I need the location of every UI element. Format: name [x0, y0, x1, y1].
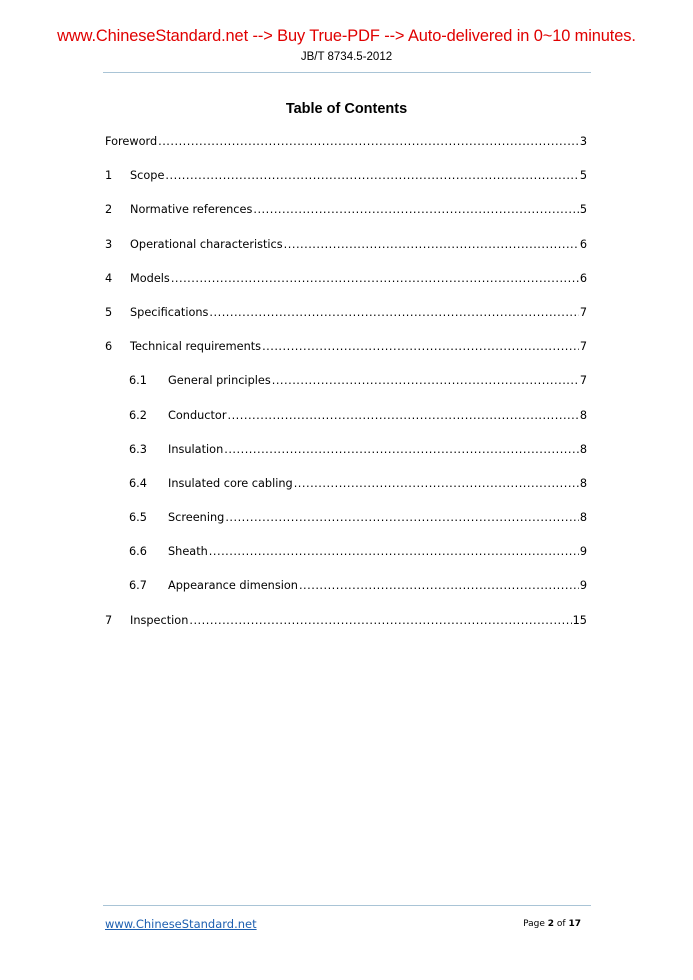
toc-entry-insulation[interactable]: [105, 443, 587, 477]
dot-leader: [158, 135, 579, 148]
toc-entry-page: 8: [579, 442, 587, 456]
toc-entry-number: 3: [105, 237, 113, 251]
toc-entry-number: 5: [105, 305, 113, 319]
toc-entry-general-principles[interactable]: [105, 374, 587, 408]
toc-entry-inspection[interactable]: [105, 614, 587, 648]
dot-leader: [224, 443, 579, 456]
toc-entry-normative-references[interactable]: [105, 203, 587, 237]
toc-title: Table of Contents: [285, 101, 408, 117]
toc-entry-title: Normative references: [130, 203, 253, 217]
toc-entry-title: Screening: [168, 511, 225, 525]
page-total: 17: [568, 919, 581, 929]
toc-entry-page: 15: [572, 613, 587, 627]
toc-entry-title: Insulation: [168, 442, 224, 456]
toc-entry-title: General principles: [168, 374, 271, 388]
toc-entry-number: 6.1: [129, 374, 147, 388]
toc-entry-appearance-dimension[interactable]: [105, 579, 587, 613]
toc-entry-page: 7: [579, 340, 587, 354]
toc-entry-number: 6.3: [129, 442, 147, 456]
toc-entry-number: 6.5: [129, 511, 147, 525]
toc-entry-insulated-core-cabling[interactable]: [105, 477, 587, 511]
toc-entry-specifications[interactable]: [105, 306, 587, 340]
dot-leader: [209, 545, 579, 558]
toc-entry-technical-requirements[interactable]: [105, 340, 587, 374]
dot-leader: [272, 374, 579, 387]
toc-entry-page: 8: [579, 476, 587, 490]
footer-website-link[interactable]: www.ChineseStandard.net: [105, 917, 257, 931]
dot-leader: [209, 306, 578, 319]
toc-entry-scope[interactable]: [105, 169, 587, 203]
toc-entry-foreword[interactable]: [105, 135, 587, 169]
toc-entry-number: 6.7: [129, 579, 147, 593]
toc-entry-sheath[interactable]: [105, 545, 587, 579]
toc-entry-page: 7: [579, 374, 587, 388]
toc-entry-page: 5: [579, 203, 587, 217]
toc-entry-number: 6: [105, 340, 113, 354]
page-label: Page: [523, 919, 545, 929]
toc-entry-number: 2: [105, 203, 113, 217]
dot-leader: [262, 340, 579, 353]
toc-entry-title: Conductor: [168, 408, 227, 422]
dot-leader: [171, 272, 579, 285]
page-current: 2: [547, 919, 555, 929]
dot-leader: [284, 238, 579, 251]
promo-banner[interactable]: www.ChineseStandard.net --> Buy True-PDF --> Auto-delivered in 0~10 minutes.: [57, 27, 636, 45]
toc-entry-conductor[interactable]: [105, 409, 587, 443]
dot-leader: [253, 203, 578, 216]
toc-entry-title: Foreword: [105, 135, 158, 148]
toc-entry-number: 4: [105, 271, 113, 285]
dot-leader: [294, 477, 579, 490]
toc-entry-page: 8: [579, 511, 587, 525]
toc-entry-number: 6.2: [129, 408, 147, 422]
toc-entry-number: 6.6: [129, 545, 147, 559]
dot-leader: [165, 169, 578, 182]
page-indicator: [523, 919, 581, 929]
toc-entry-operational-characteristics[interactable]: [105, 238, 587, 272]
toc-entry-number: 7: [105, 613, 113, 627]
header-divider: [103, 72, 591, 73]
table-of-contents: [105, 135, 587, 648]
toc-entry-title: Insulated core cabling: [168, 476, 293, 490]
dot-leader: [225, 511, 579, 524]
toc-entry-page: 7: [579, 305, 587, 319]
toc-entry-number: 1: [105, 169, 113, 183]
toc-entry-page: 3: [579, 135, 587, 148]
dot-leader: [228, 409, 579, 422]
page-of: of: [556, 919, 566, 929]
toc-entry-title: Models: [130, 271, 170, 285]
toc-entry-page: 5: [579, 169, 587, 183]
toc-entry-title: Specifications: [130, 305, 209, 319]
toc-entry-page: 6: [579, 271, 587, 285]
toc-entry-title: Appearance dimension: [168, 579, 298, 593]
toc-entry-models[interactable]: [105, 272, 587, 306]
dot-leader: [299, 579, 579, 592]
toc-entry-screening[interactable]: [105, 511, 587, 545]
toc-entry-number: 6.4: [129, 476, 147, 490]
toc-entry-title: Inspection: [130, 613, 189, 627]
toc-entry-page: 8: [579, 408, 587, 422]
toc-entry-title: Operational characteristics: [130, 237, 283, 251]
toc-entry-title: Scope: [130, 169, 165, 183]
toc-entry-title: Technical requirements: [130, 340, 262, 354]
toc-entry-page: 9: [579, 579, 587, 593]
footer-divider: [103, 905, 591, 906]
toc-entry-title: Sheath: [168, 545, 208, 559]
toc-entry-page: 9: [579, 545, 587, 559]
document-id: JB/T 8734.5-2012: [300, 51, 393, 63]
toc-entry-page: 6: [579, 237, 587, 251]
dot-leader: [189, 614, 571, 627]
